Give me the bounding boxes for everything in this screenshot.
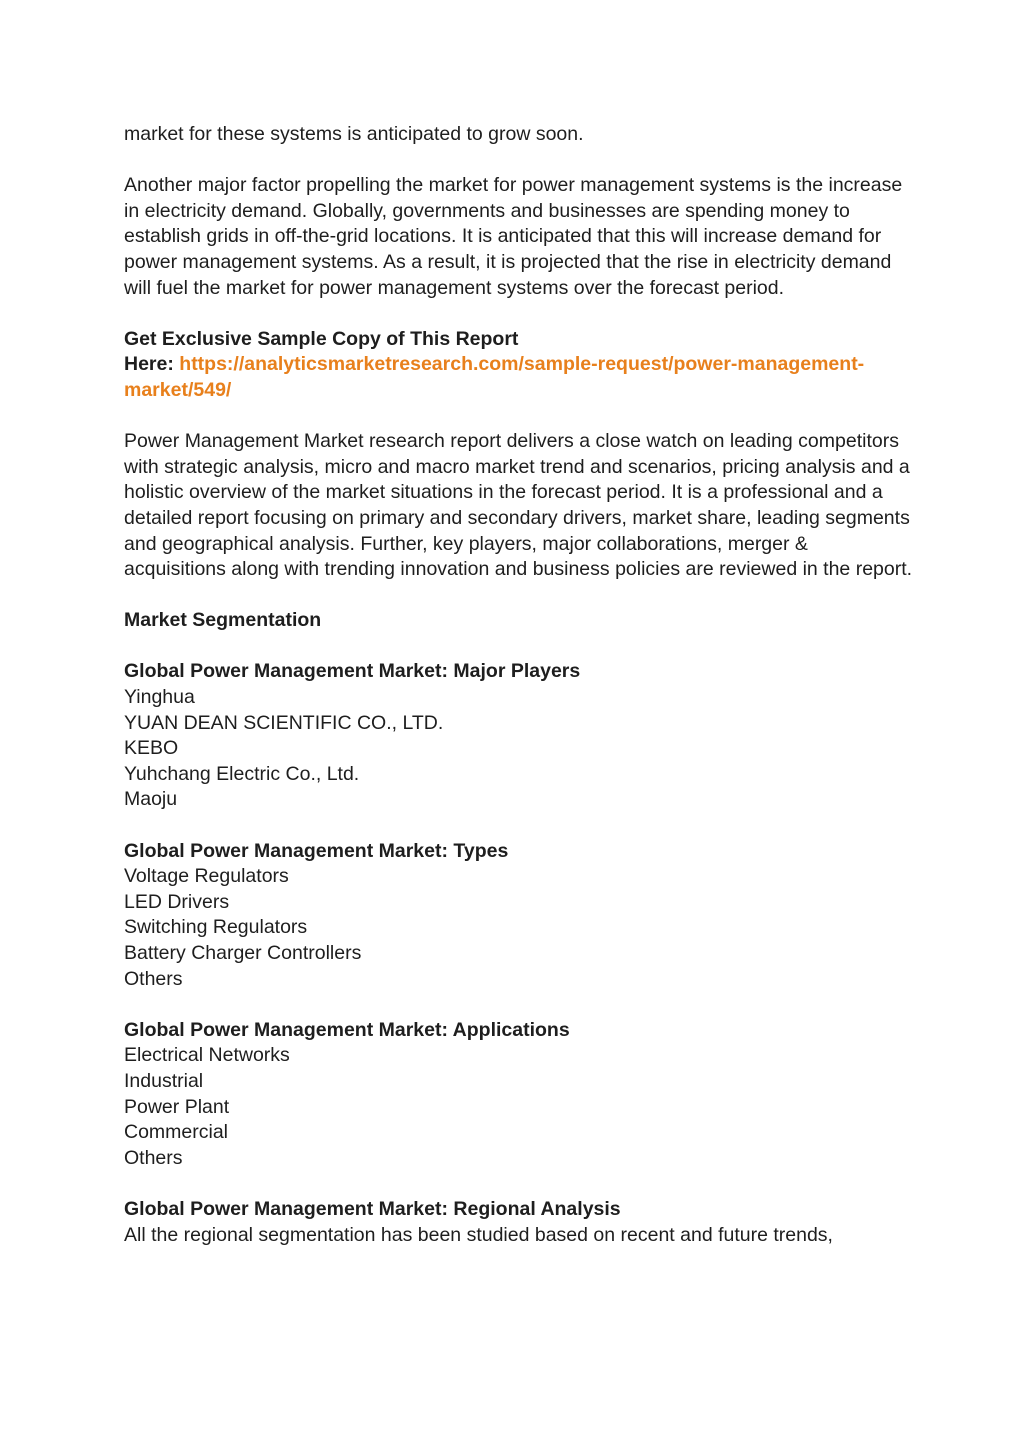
major-players-heading: Global Power Management Market: Major Players <box>124 660 581 683</box>
paragraph-report-overview: Power Management Market research report delivers a close watch on leading competitors with strategic analysis, micro and macro market trend and scenarios, pricing analysis and a holistic overview of the market situations in the forecast period. It is a professional and a detailed report focusing on primary and secondary drivers, market share, leading segments and geographical analysis. Further, key players, major collaborations, merger & acquisitions along with trending innovation and business policies are reviewed in the report. <box>124 430 913 581</box>
regional-heading: Global Power Management Market: Regional Analysis <box>124 1197 621 1220</box>
list-item: Others <box>124 967 183 990</box>
regional-text: All the regional segmentation has been studied based on recent and future trends, <box>124 1223 833 1246</box>
market-segmentation-heading: Market Segmentation <box>124 609 322 632</box>
list-item: Yinghua <box>124 686 195 709</box>
sample-heading: Get Exclusive Sample Copy of This Report <box>124 327 519 350</box>
list-item: KEBO <box>124 737 179 760</box>
applications-section <box>124 1018 914 1172</box>
list-item: Power Plant <box>124 1095 230 1118</box>
sample-request-block <box>124 327 914 404</box>
list-item: Yuhchang Electric Co., Ltd. <box>124 762 360 785</box>
list-item: Commercial <box>124 1121 229 1144</box>
list-item: Electrical Networks <box>124 1044 290 1067</box>
list-item: Voltage Regulators <box>124 865 289 888</box>
list-item: Switching Regulators <box>124 916 308 939</box>
here-label: Here: <box>124 353 180 376</box>
list-item: Others <box>124 1146 183 1169</box>
list-item: Maoju <box>124 788 178 811</box>
sample-request-link[interactable]: https://analyticsmarketresearch.com/sample-request/power-management-market/549/ <box>124 353 865 401</box>
paragraph-growth: market for these systems is anticipated to grow soon. <box>124 123 584 145</box>
document-body <box>124 122 914 1248</box>
types-heading: Global Power Management Market: Types <box>124 839 509 862</box>
paragraph-electricity-demand: Another major factor propelling the market for power management systems is the increase in electricity demand. Globally, governments and businesses are spending money to establish grids in off-the-grid locations. It is anticipated that this will increase demand for power management systems. As a result, it is projected that the rise in electricity demand will fuel the market for power management systems over the forecast period. <box>124 174 903 299</box>
regional-section <box>124 1197 914 1248</box>
list-item: YUAN DEAN SCIENTIFIC CO., LTD. <box>124 711 444 734</box>
list-item: Industrial <box>124 1069 204 1092</box>
major-players-section <box>124 659 914 813</box>
applications-heading: Global Power Management Market: Applications <box>124 1018 570 1041</box>
list-item: Battery Charger Controllers <box>124 942 362 964</box>
types-section <box>124 839 914 993</box>
list-item: LED Drivers <box>124 890 230 913</box>
